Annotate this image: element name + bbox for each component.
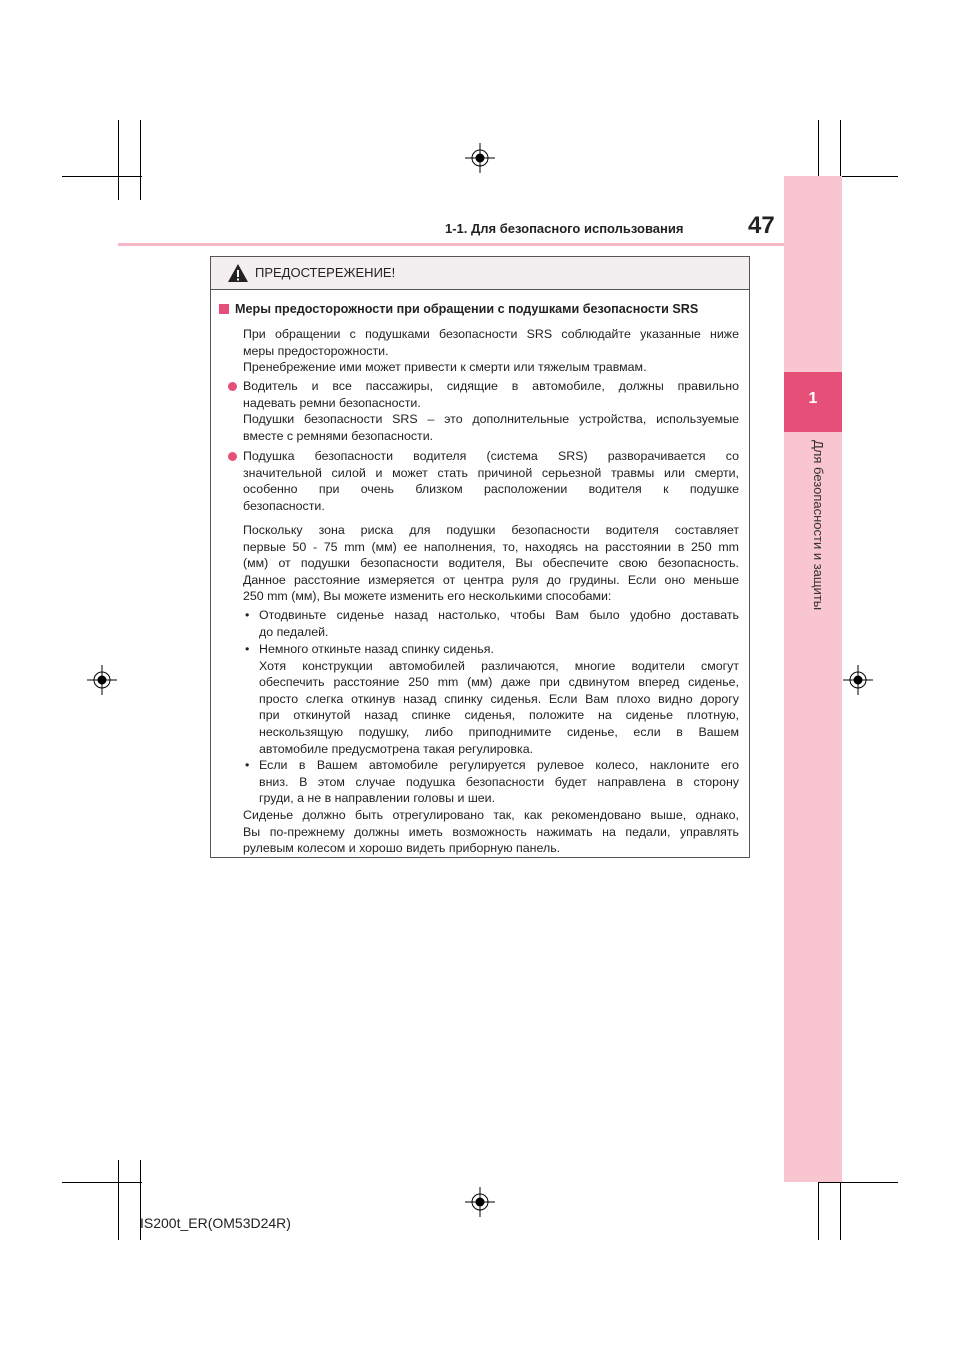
square-bullet-icon: [219, 304, 229, 314]
closing-paragraph: Сиденье должно быть отрегулировано так, как рекомендовано выше, однако, Вы по-прежнему должны иметь возможность нажимать на педали, управлять рулевым колесом и хорошо видеть приборную панель.: [243, 808, 739, 856]
sub-bullet-marker: •: [245, 642, 250, 656]
chapter-side-tab: [784, 176, 842, 1182]
document-code: IS200t_ER(OM53D24R): [140, 1215, 291, 1231]
registration-mark-icon: [465, 1187, 495, 1217]
warning-header: [211, 257, 749, 290]
warning-box: [210, 256, 750, 858]
chapter-title: Для безопасности и защиты: [811, 440, 826, 611]
registration-mark-icon: [465, 143, 495, 173]
circle-bullet-icon: [228, 382, 237, 391]
bullet-seatbelts: Водитель и все пассажиры, сидящие в автомобиле, должны правильно надевать ремни безопасности. Подушки безопасности SRS – это дополнительные устройства, используемые вместе с ремнями безопасности.: [243, 379, 739, 443]
sub-bullet-marker: •: [245, 758, 250, 772]
header-rule: [118, 243, 784, 246]
crop-mark: [62, 176, 142, 177]
risk-zone-paragraph: Поскольку зона риска для подушки безопасности водителя составляет первые 50 - 75 mm (мм) ее наполнения, то, находясь на расстоянии в 250 mm (мм) от подушки безопасности водителя, Вы обеспечите свою безопасность. Данное расстояние измеряется от центра руля до грудины. Если оно меньше 250 mm (мм), Вы можете изменить его несколькими способами:: [243, 523, 739, 604]
sub-bullet-tilt-wheel: Если в Вашем автомобиле регулируется рулевое колесо, наклоните его вниз. В этом случае подушка безопасности будет направлена в сторону груди, а не в направлении головы и шеи.: [259, 758, 739, 806]
crop-mark: [62, 1182, 142, 1183]
chapter-number: 1: [808, 390, 818, 407]
sub-bullet-move-seat: Отодвиньте сиденье назад настолько, чтобы Вам было удобно доставать до педалей.: [259, 608, 739, 639]
crop-mark: [140, 120, 141, 200]
crop-mark: [118, 120, 119, 200]
crop-mark: [118, 1160, 119, 1240]
warning-section-title: Меры предосторожности при обращении с подушками безопасности SRS: [219, 301, 698, 318]
page-number: 47: [748, 212, 775, 239]
warning-triangle-icon: [227, 263, 249, 283]
warning-label: ПРЕДОСТЕРЕЖЕНИЕ!: [255, 265, 396, 280]
registration-mark-icon: [87, 665, 117, 695]
sub-bullet-marker: •: [245, 608, 250, 622]
registration-mark-icon: [843, 665, 873, 695]
crop-mark: [818, 1182, 898, 1183]
sub-bullet-recline-seat: Немного откиньте назад спинку сиденья. Хотя конструкции автомобилей различаются, многие водители смогут обеспечить расстояние 250 mm (мм) даже при сдвинутом вперед сиденье, просто слегка откинув назад спинку сиденья. Если Вам плохо видно дорогу при откинутой назад спинке сиденья, положите на сиденье плотную, нескользящую подушку, либо приподнимите сиденье, если в Вашем автомобиле предусмотрена такая регулировка.: [259, 642, 739, 756]
circle-bullet-icon: [228, 452, 237, 461]
bullet-driver-airbag: Подушка безопасности водителя (система SRS) разворачивается со значительной силой и может стать причиной серьезной травмы или смерти, особенно при очень близком расположении водителя к подушке безопасности.: [243, 449, 739, 513]
header-section-title: 1-1. Для безопасного использования: [445, 221, 684, 236]
intro-paragraph: При обращении с подушками безопасности SRS соблюдайте указанные ниже меры предосторожности. Пренебрежение ими может привести к смерти или тяжелым травмам.: [243, 327, 739, 375]
